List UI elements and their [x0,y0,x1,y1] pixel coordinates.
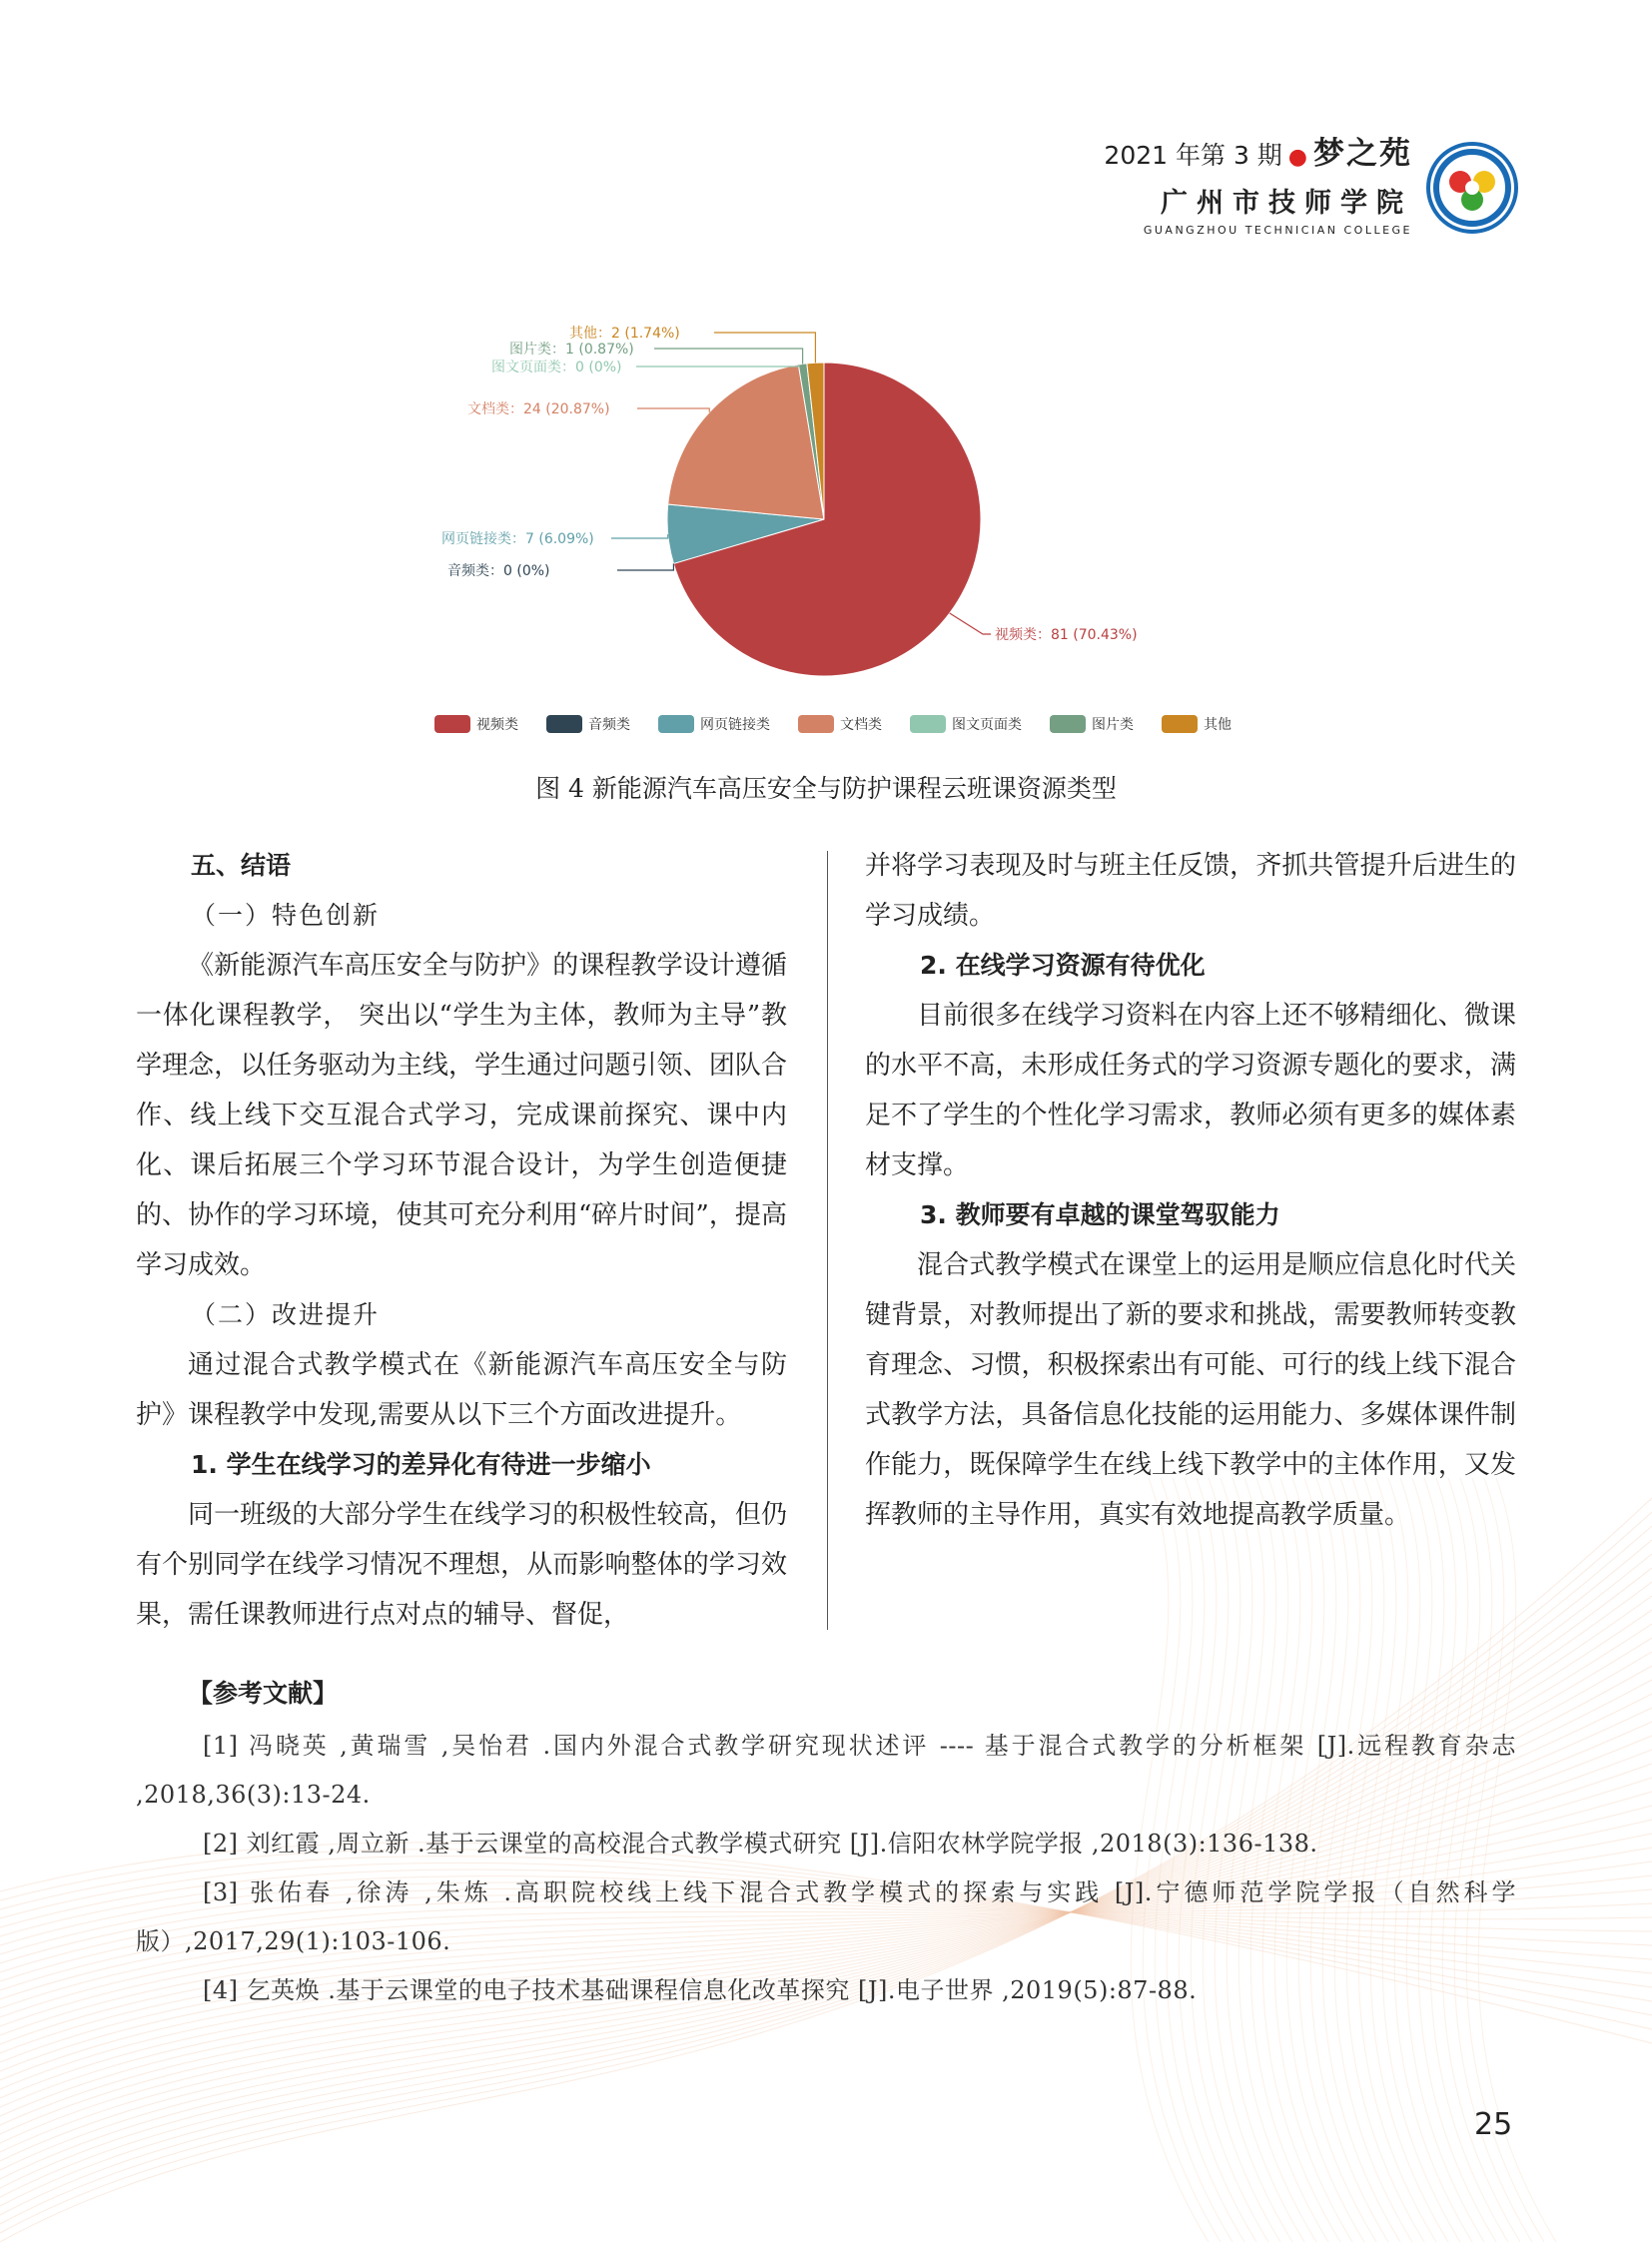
numbered-heading: 1. 学生在线学习的差异化有待进一步缩小 [191,1450,651,1479]
legend-swatch-6 [1162,715,1198,733]
legend-label-5: 图片类 [1092,717,1134,733]
pie-slice-label-0: 视频类：81 (70.43%) [995,627,1138,643]
references-title: 【参考文献】 [188,1679,339,1708]
legend-swatch-3 [798,715,834,733]
separator-dot-icon: ● [1287,145,1307,170]
page-header [1104,128,1412,237]
legend-label-2: 网页链接类 [700,717,770,733]
legend-label-3: 文档类 [840,717,882,733]
legend-swatch-0 [434,715,470,733]
paragraph: 《新能源汽车高压安全与防护》的课程教学设计遵循一体化课程教学， 突出以“学生为主体，教师为主导”教学理念，以任务驱动为主线，学生通过问题引领、团队合作、线上线下交互混合式学习，完成课前探究、课中内化、课后拓展三个学习环节混合设计，为学生创造便捷的、协作的学习环境，使其可充分利用“碎片时间”，提高学习成效。 [136,951,787,1280]
right-column [865,841,1516,1540]
school-name-en: GUANGZHOU TECHNICIAN COLLEGE [1143,224,1412,237]
paragraph-continued: 并将学习表现及时与班主任反馈，齐抓共管提升后进生的学习成绩。 [865,851,1516,931]
pie-label-leader-3 [637,408,709,412]
pie-label-leader-6 [714,333,815,363]
pie-label-leader-4 [636,365,798,367]
pie-slice-label-2: 网页链接类：7 (6.09%) [441,531,594,547]
pie-label-leader-0 [950,613,991,634]
pie-label-leader-5 [654,349,803,364]
paragraph: 混合式教学模式在课堂上的运用是顺应信息化时代关键背景，对教师提出了新的要求和挑战，需要教师转变教育理念、习惯，积极探索出有可能、可行的线上线下混合式教学方法，具备信息化技能的运用能力、多媒体课件制作能力，既保障学生在线上线下教学中的主体作用，又发挥教师的主导作用，真实有效地提高教学质量。 [865,1250,1516,1530]
legend-swatch-5 [1050,715,1086,733]
pie-label-leader-2 [611,534,668,538]
legend-label-0: 视频类 [476,717,518,733]
numbered-heading: 2. 在线学习资源有待优化 [920,951,1206,980]
pie-slice-3 [668,365,824,519]
reference-item: [3] 张佑春 ,徐涛 ,朱炼 .高职院校线上线下混合式教学模式的探索与实践 [J].宁德师范学院学报（自然科学版）,2017,29(1):103-106. [136,1878,1516,1955]
resource-type-pie-chart [419,305,1239,754]
left-column [136,841,787,1640]
legend-label-6: 其他 [1204,717,1232,733]
pie-slice-label-3: 文档类：24 (20.87%) [467,401,610,417]
legend-swatch-2 [658,715,694,733]
paragraph: 通过混合式教学模式在《新能源汽车高压安全与防护》课程教学中发现,需要从以下三个方面改进提升。 [136,1350,787,1430]
pie-slice-label-1: 音频类：0 (0%) [447,563,550,579]
reference-item: [1] 冯晓英 ,黄瑞雪 ,吴怡君 .国内外混合式教学研究现状述评 ---- 基于混合式教学的分析框架 [J].远程教育杂志 ,2018,36(3):13-24. [136,1732,1516,1809]
legend-label-4: 图文页面类 [952,717,1022,733]
pie-slice-label-4: 图文页面类：0 (0%) [491,360,622,375]
column-divider [827,851,828,1630]
paragraph: 目前很多在线学习资料在内容上还不够精细化、微课的水平不高，未形成任务式的学习资源专题化的要求，满足不了学生的个性化学习需求，教师必须有更多的媒体素材支撑。 [865,1001,1516,1180]
numbered-heading: 3. 教师要有卓越的课堂驾驭能力 [920,1200,1280,1229]
page-number: 25 [1474,2107,1513,2142]
legend-label-1: 音频类 [588,717,630,733]
legend-swatch-4 [910,715,946,733]
pie-label-leader-1 [617,563,673,570]
school-name-cn: 广州市技师学院 [1161,188,1412,219]
section-heading: 五、结语 [191,851,292,880]
pie-slice-label-6: 其他：2 (1.74%) [569,326,680,342]
subheading-improvement: （二）改进提升 [191,1300,381,1329]
magazine-title: 梦之苑 [1313,136,1412,172]
legend-swatch-1 [546,715,582,733]
subheading-innovation: （一）特色创新 [191,901,381,930]
references-section [136,1674,1516,2015]
issue-label: 2021 年第 3 期 [1104,141,1282,170]
paragraph: 同一班级的大部分学生在线学习的积极性较高，但仍有个别同学在线学习情况不理想，从而影响整体的学习效果，需任课教师进行点对点的辅导、督促， [136,1500,787,1630]
reference-item: [4] 乞英焕 .基于云课堂的电子技术基础课程信息化改革探究 [J].电子世界 ,2019(5):87-88. [203,1976,1198,2004]
college-logo-icon [1426,142,1518,234]
reference-item: [2] 刘红霞 ,周立新 .基于云课堂的高校混合式教学模式研究 [J].信阳农林学院学报 ,2018(3):136-138. [203,1830,1318,1858]
header-issue-line [1104,128,1412,173]
figure-caption: 图 4 新能源汽车高压安全与防护课程云班课资源类型 [535,774,1117,803]
pie-slice-label-5: 图片类：1 (0.87%) [509,342,634,358]
